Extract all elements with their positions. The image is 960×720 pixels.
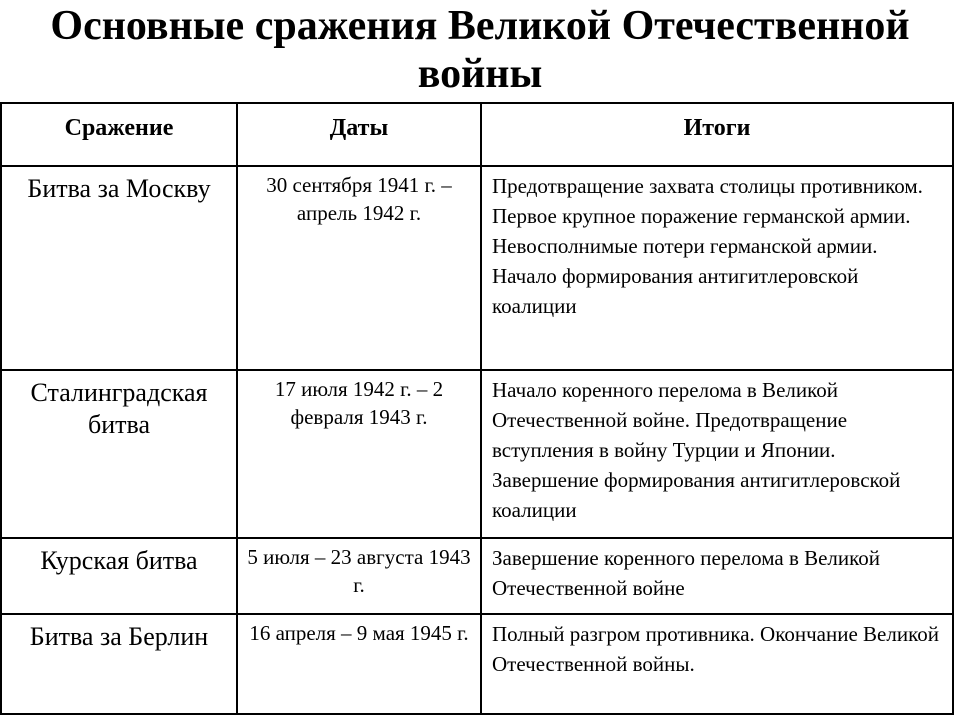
battle-name-cell: Битва за Москву <box>1 166 237 370</box>
header-dates: Даты <box>237 103 481 166</box>
table-row <box>1 538 953 614</box>
battle-dates-cell: 5 июля – 23 августа 1943 г. <box>237 538 481 614</box>
battle-results-cell: Завершение коренного перелома в Великой Отечественной войне <box>481 538 953 614</box>
battle-name-cell: Битва за Берлин <box>1 614 237 714</box>
table-row <box>1 614 953 714</box>
battle-results-cell: Полный разгром противника. Окончание Великой Отечественной войны. <box>481 614 953 714</box>
battles-table <box>0 102 954 715</box>
header-battle: Сражение <box>1 103 237 166</box>
table-row <box>1 370 953 538</box>
page-title: Основные сражения Великой Отечественной войны <box>50 3 910 97</box>
battle-results-cell: Начало коренного перелома в Великой Отечественной войне. Предотвращение вступления в войну Турции и Японии. Завершение формирования антигитлеровской коалиции <box>481 370 953 538</box>
battle-dates-cell: 30 сентября 1941 г. – апрель 1942 г. <box>237 166 481 370</box>
table-header-row <box>1 103 953 166</box>
battle-name-cell: Курская битва <box>1 538 237 614</box>
battle-dates-cell: 17 июля 1942 г. – 2 февраля 1943 г. <box>237 370 481 538</box>
table-row <box>1 166 953 370</box>
battle-dates-cell: 16 апреля – 9 мая 1945 г. <box>237 614 481 714</box>
header-results: Итоги <box>481 103 953 166</box>
battle-name-cell: Сталинградская битва <box>1 370 237 538</box>
battle-results-cell: Предотвращение захвата столицы противником. Первое крупное поражение германской армии. Невосполнимые потери германской армии. Начало формирования антигитлеровской коалиции <box>481 166 953 370</box>
